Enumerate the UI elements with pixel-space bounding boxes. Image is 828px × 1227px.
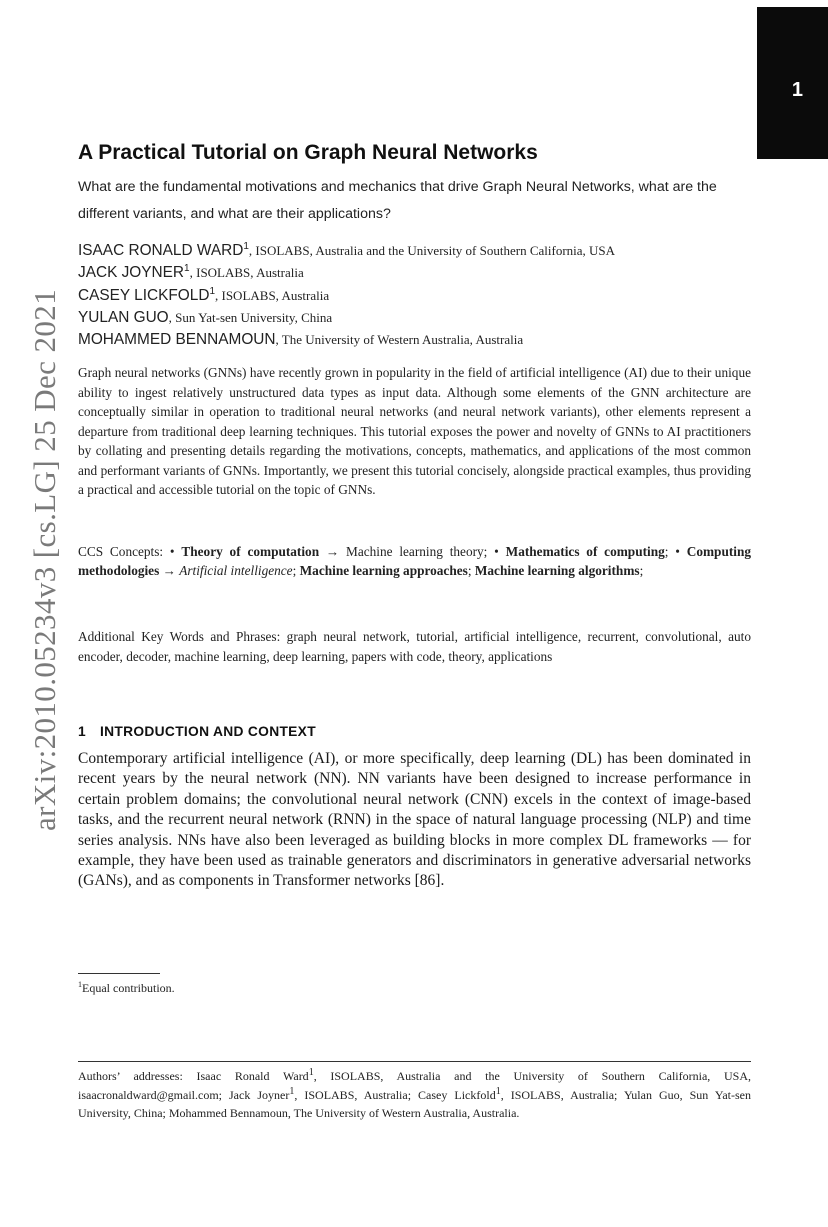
ccs-term: Mathematics of computing [505, 544, 665, 559]
arxiv-stamp: arXiv:2010.05234v3 [cs.LG] 25 Dec 2021 [27, 288, 62, 831]
author-entry [78, 242, 758, 264]
author-name: CASEY LICKFOLD$^1$ [78, 285, 215, 304]
section-number: 1 [78, 724, 86, 739]
ccs-term: Machine learning approaches [299, 563, 468, 579]
footnote-rule [78, 973, 160, 974]
author-name: MOHAMMED BENNAMOUN [78, 331, 276, 349]
ccs-term: Machine learning algorithms [474, 563, 640, 579]
ccs-subterm: Artificial intelligence [179, 563, 293, 579]
author-entry [78, 287, 758, 309]
ccs-term: Computing methodologies [78, 544, 752, 579]
page-number-tab [757, 7, 828, 159]
keywords: Additional Key Words and Phrases: graph neural network, tutorial, artificial intelligence, recurrent, convolutional, auto encoder, decoder, machine learning, deep learning, papers with code, theory, applications [78, 629, 751, 664]
author-affiliation: , ISOLABS, Australia [215, 287, 330, 303]
paper-title: A Practical Tutorial on Graph Neural Networks [78, 141, 538, 164]
paper-subtitle: What are the fundamental motivations and mechanics that drive Graph Neural Networks, what are the different variants, and what are their applications? [78, 179, 717, 222]
author-entry [78, 309, 758, 331]
author-entry [78, 331, 758, 353]
section-title: INTRODUCTION AND CONTEXT [99, 724, 316, 739]
ccs-term: Theory of computation [181, 544, 320, 559]
author-affiliation: , ISOLABS, Australia [189, 265, 304, 281]
ccs-concepts: CCS Concepts: • Theory of computation → Machine learning theory; • Mathematics of computing; • Computing methodologies → Artificial intelligence; Machine learning approaches; Machine learning algorithms; [78, 544, 752, 579]
addresses-rule [78, 1061, 751, 1062]
footnote-mark: 1 [243, 240, 249, 252]
author-name: YULAN GUO [78, 308, 169, 326]
footnote-mark: 1 [184, 263, 190, 275]
page-number: 1 [791, 79, 803, 101]
author-name: ISAAC RONALD WARD$^1$ [78, 240, 249, 259]
author-affiliation: , Sun Yat-sen University, China [168, 309, 333, 325]
footnote-mark: 1 [78, 980, 82, 989]
author-entry [78, 264, 758, 286]
author-list [78, 242, 758, 353]
intro-paragraph: Contemporary artificial intelligence (AI), or more specifically, deep learning (DL) has been dominated in recent years by the neural network (NN). NN variants have been designed to increase performance in certain problem domains; the convolutional neural network (CNN) excels in the context of image-based tasks, and the recurrent neural network (RNN) in the space of natural language processing (NLP) and time series analysis. NNs have also been leveraged as building blocks in more complex DL frameworks — for example, they have been used as trainable generators and discriminators in generative adversarial networks (GANs), and as components in Transformer networks [86]. [78, 750, 751, 890]
section-heading [78, 724, 316, 739]
author-affiliation: , ISOLABS, Australia and the University of Southern California, USA [248, 243, 616, 258]
abstract: Graph neural networks (GNNs) have recently grown in popularity in the field of artificial intelligence (AI) due to their unique ability to ingest relatively unstructured data types as input data. Although some elements of the GNN architecture are conceptually similar in operation to traditional neural networks (and neural network variants), other elements represent a departure from traditional deep learning techniques. This tutorial exposes the power and novelty of GNNs to AI practitioners by collating and presenting details regarding the motivations, concepts, mathematics, and applications of the most common and performant variants of GNNs. Importantly, we present this tutorial concisely, alongside practical examples, thus providing a practical and accessible tutorial on the topic of GNNs. [78, 365, 751, 497]
author-affiliation: , The University of Western Australia, Australia [275, 332, 524, 348]
author-name: JACK JOYNER$^1$ [78, 263, 190, 282]
footnote: $^1$Equal contribution. [78, 980, 175, 995]
author-addresses: Authors’ addresses: Isaac Ronald Ward$^1$, ISOLABS, Australia and the University of Southern California, USA, isaacronaldward@gmail.com; Jack Joyner$^1$, ISOLABS, Australia; Casey Lickfold$^1$, ISOLABS, Australia; Yulan Guo, Sun Yat-sen University, China; Mohammed Bennamoun, The University of Western Australia, Australia. [78, 1067, 751, 1121]
footnote-mark: 1 [209, 285, 215, 297]
